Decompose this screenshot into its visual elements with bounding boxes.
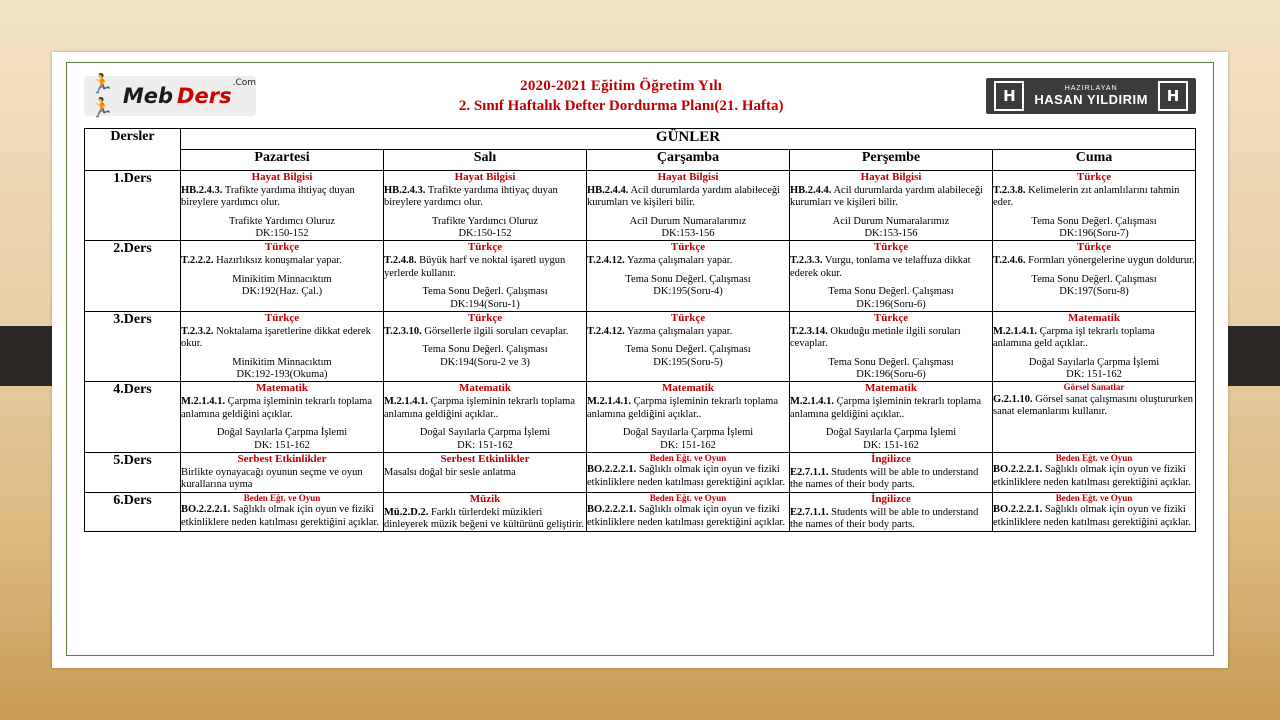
lesson-topic: Tema Sonu Değerl. Çalışması <box>1031 273 1157 285</box>
lesson-page-range: DK: 151-162 <box>457 439 513 451</box>
objective-text: Çarpma işleminin tekrarlı toplama anlamına geldiğini açıklar.. <box>790 396 982 420</box>
document-header <box>84 70 1196 122</box>
lesson-objective <box>384 185 586 210</box>
lesson-subject: Matematik <box>662 382 714 395</box>
objective-code: HB.2.4.3. <box>181 184 223 196</box>
lesson-subject: Beden Eğt. ve Oyun <box>649 452 727 463</box>
objective-code: M.2.1.4.1. <box>993 325 1038 337</box>
objective-code: T.2.4.12. <box>587 255 625 267</box>
lesson-cell <box>790 311 993 381</box>
lesson-objective <box>587 185 789 210</box>
objective-code: HB.2.4.3. <box>384 184 426 196</box>
lesson-cell <box>993 171 1196 241</box>
lesson-page-range: DK:192-193(Okuma) <box>236 369 328 381</box>
lesson-topic: Minikitim Minnacıktım <box>232 273 332 285</box>
objective-text: Masalsı doğal bir sesle anlatma <box>384 466 516 478</box>
page-subtitle: 2. Sınıf Haftalık Defter Dordurma Planı(21. Hafta) <box>458 97 784 114</box>
title-block <box>256 78 986 115</box>
lesson-topic: Trafikte Yardımcı Oluruz <box>431 215 539 227</box>
lesson-cell <box>181 452 384 492</box>
lesson-page-range: DK:195(Soru-4) <box>653 286 723 298</box>
lesson-page-range: DK:195(Soru-5) <box>653 356 723 368</box>
lesson-slot-label: 6.Ders <box>85 492 181 532</box>
objective-code: M.2.1.4.1. <box>790 396 835 408</box>
table-row <box>85 241 1196 311</box>
lesson-cell <box>384 171 587 241</box>
lesson-topic: Tema Sonu Değerl. Çalışması <box>422 344 548 356</box>
table-row <box>85 311 1196 381</box>
slide-canvas <box>52 52 1228 668</box>
header-day-friday: Cuma <box>993 150 1196 171</box>
objective-text: Çarpma işl tekrarlı toplama anlamına geld açıklar.. <box>993 325 1155 350</box>
objective-code: BO.2.2.2.1. <box>993 504 1043 516</box>
lesson-topic: Doğal Sayılarla Çarpma İşlemi <box>825 427 957 439</box>
objective-code: T.2.3.3. <box>790 255 823 267</box>
lesson-subject: Beden Eğt. ve Oyun <box>649 492 727 503</box>
lesson-cell <box>993 452 1196 492</box>
lesson-subject: Türkçe <box>873 241 909 254</box>
logo-meb-text: Meb <box>122 84 174 108</box>
lesson-objective <box>181 504 383 529</box>
objective-code: BO.2.2.2.1. <box>993 464 1043 476</box>
objective-code: T.2.3.14. <box>790 325 828 337</box>
objective-text: Birlikte oynayacağı oyunun seçme ve oyun kurallarına uyma <box>181 466 363 491</box>
lesson-page-range: DK:150-152 <box>255 228 309 240</box>
objective-code: T.2.4.12. <box>587 325 625 337</box>
lesson-cell <box>181 382 384 452</box>
lesson-objective <box>384 326 586 338</box>
lesson-objective <box>384 507 586 532</box>
lesson-objective <box>181 467 383 492</box>
objective-code: Mü.2.D.2. <box>384 506 429 518</box>
lesson-objective <box>993 326 1195 351</box>
lesson-page-range: DK:197(Soru-8) <box>1059 286 1129 298</box>
objective-text: Acil durumlarda yardım alabileceği kurumları ve kişileri bilir. <box>587 184 781 209</box>
lesson-objective <box>587 255 789 267</box>
lesson-page-range: DK:153-156 <box>661 228 715 240</box>
lesson-cell <box>384 382 587 452</box>
lesson-subject: Beden Eğt. ve Oyun <box>1055 452 1133 463</box>
objective-text: Sağlıklı olmak için oyun ve fiziki etkinliklere neden katılması gerektiğini açıklar. <box>587 464 785 488</box>
lesson-cell <box>790 241 993 311</box>
lesson-page-range: DK: 151-162 <box>863 439 919 451</box>
objective-code: M.2.1.4.1. <box>384 396 429 408</box>
lesson-subject: Türkçe <box>873 311 909 324</box>
lesson-objective <box>790 326 992 351</box>
objective-text: Çarpma işleminin tekrarlı toplama anlamına geldiğini açıklar.. <box>384 396 576 420</box>
lesson-cell <box>384 311 587 381</box>
table-row <box>85 452 1196 492</box>
objective-code: T.2.3.8. <box>993 184 1026 196</box>
objective-text: Çarpma işleminin tekrarlı toplama anlamına geldiğini açıklar. <box>181 396 373 420</box>
lesson-topic: Tema Sonu Değerl. Çalışması <box>625 273 751 285</box>
lesson-cell <box>384 492 587 532</box>
lesson-subject: Türkçe <box>264 311 300 324</box>
header-day-monday: Pazartesi <box>181 150 384 171</box>
lesson-topic: Doğal Sayılarla Çarpma İşlemi <box>1028 356 1160 368</box>
table-row <box>85 492 1196 532</box>
objective-text: Görsel sanat çalışmasını oluştururken sanat elemanlarını kullanır. <box>993 394 1194 418</box>
lesson-subject: İngilizce <box>871 452 911 465</box>
author-prepared-label: HAZIRLAYAN <box>1064 85 1118 92</box>
lesson-objective <box>993 504 1195 529</box>
lesson-objective <box>993 185 1195 210</box>
lesson-cell <box>587 382 790 452</box>
lesson-cell <box>587 452 790 492</box>
table-header-row-1 <box>85 129 1196 150</box>
lesson-subject: İngilizce <box>871 492 911 505</box>
objective-code: E2.7.1.1. <box>790 466 829 478</box>
lesson-cell <box>587 241 790 311</box>
lesson-objective <box>587 326 789 338</box>
objective-code: G.2.1.10. <box>993 394 1033 406</box>
lesson-subject: Hayat Bilgisi <box>454 171 516 183</box>
lesson-slot-label: 1.Ders <box>85 171 181 241</box>
lesson-objective <box>384 396 586 421</box>
objective-text: Trafikte yardıma ihtiyaç duyan bireylere yardımcı olur. <box>384 184 558 209</box>
objective-text: Farklı türlerdeki müzikleri dinleyerek müzik beğeni ve kültürünü geliştirir. <box>384 506 585 530</box>
lesson-slot-label: 4.Ders <box>85 382 181 452</box>
lesson-cell <box>181 171 384 241</box>
objective-code: BO.2.2.2.1. <box>587 504 637 516</box>
lesson-page-range: DK:194(Soru-1) <box>450 298 520 310</box>
table-header-row-2 <box>85 150 1196 171</box>
objective-code: T.2.2.2. <box>181 255 214 267</box>
objective-text: Büyük harf ve noktal işaretl uygun yerlerde kullanır. <box>384 255 566 279</box>
objective-text: Sağlıklı olmak için oyun ve fiziki etkinliklere neden katılması gerektiğini açıklar. <box>993 504 1191 528</box>
lesson-page-range: DK:196(Soru-6) <box>856 298 926 310</box>
lesson-objective <box>181 326 383 351</box>
lesson-cell <box>790 452 993 492</box>
objective-code: T.2.4.8. <box>384 255 417 267</box>
lesson-topic: Trafikte Yardımcı Oluruz <box>228 215 336 227</box>
objective-text: Görsellerle ilgili soruları cevaplar. <box>424 325 569 337</box>
lesson-objective <box>587 396 789 421</box>
lesson-topic: Tema Sonu Değerl. Çalışması <box>828 286 954 298</box>
lesson-cell <box>993 241 1196 311</box>
lesson-cell <box>587 311 790 381</box>
lesson-subject: Türkçe <box>670 241 706 254</box>
objective-code: E2.7.1.1. <box>790 506 829 518</box>
objective-code: M.2.1.4.1. <box>181 396 226 408</box>
right-dark-band <box>1228 326 1280 386</box>
table-body <box>85 171 1196 532</box>
lesson-subject: Türkçe <box>1076 241 1112 254</box>
lesson-topic: Tema Sonu Değerl. Çalışması <box>625 344 751 356</box>
objective-text: Acil durumlarda yardım alabileceği kurumları ve kişileri bilir. <box>790 184 984 209</box>
objective-code: T.2.4.6. <box>993 255 1026 267</box>
lesson-subject: Hayat Bilgisi <box>251 171 313 183</box>
lesson-objective <box>181 255 383 267</box>
lesson-cell <box>181 241 384 311</box>
header-day-wednesday: Çarşamba <box>587 150 790 171</box>
objective-code: HB.2.4.4. <box>790 184 832 196</box>
lesson-page-range: DK:194(Soru-2 ve 3) <box>440 356 530 368</box>
lesson-page-range: DK: 151-162 <box>1066 369 1122 381</box>
lesson-cell <box>993 311 1196 381</box>
objective-text: Sağlıklı olmak için oyun ve fiziki etkinliklere neden katılması gerektiğini açıklar. <box>993 464 1191 488</box>
objective-text: Trafikte yardıma ihtiyaç duyan bireylere yardımcı olur. <box>181 184 355 209</box>
logo-com-text: .Com <box>232 78 256 88</box>
author-mark-right-icon: H <box>1158 81 1188 111</box>
lesson-topic: Doğal Sayılarla Çarpma İşlemi <box>622 427 754 439</box>
lesson-topic: Acil Durum Numaralarımız <box>832 215 950 227</box>
lesson-objective <box>384 255 586 280</box>
lesson-subject: Türkçe <box>467 311 503 324</box>
lesson-page-range: DK:153-156 <box>864 228 918 240</box>
lesson-subject: Beden Eğt. ve Oyun <box>1055 492 1133 503</box>
lesson-subject: Türkçe <box>264 241 300 254</box>
objective-text: Vurgu, tonlama ve telaffuza dikkat ederek okur. <box>790 255 971 279</box>
objective-text: Formları yönergelerine uygun doldurur. <box>1028 255 1195 267</box>
lesson-slot-label: 5.Ders <box>85 452 181 492</box>
objective-text: Noktalama işaretlerine dikkat ederek okur. <box>181 325 371 350</box>
left-dark-band <box>0 326 52 386</box>
lesson-subject: Beden Eğt. ve Oyun <box>243 492 321 503</box>
lesson-topic: Acil Durum Numaralarımız <box>629 215 747 227</box>
author-mark-left-icon: H <box>994 81 1024 111</box>
lesson-subject: Matematik <box>459 382 511 395</box>
lesson-subject: Serbest Etkinlikler <box>237 452 327 465</box>
lesson-cell <box>384 241 587 311</box>
lesson-cell <box>790 382 993 452</box>
lesson-page-range: DK:196(Soru-7) <box>1059 228 1129 240</box>
logo-ders-text: Ders <box>177 84 232 108</box>
objective-text: Kelimelerin zıt anlamlılarını tahmin eder. <box>993 184 1180 209</box>
objective-text: Students will be able to understand the names of their body parts. <box>790 506 979 530</box>
lesson-objective <box>993 394 1195 419</box>
lesson-subject: Hayat Bilgisi <box>657 171 719 183</box>
lesson-cell <box>993 492 1196 532</box>
lesson-cell <box>587 492 790 532</box>
objective-text: Yazma çalışmaları yapar. <box>626 255 733 267</box>
lesson-topic: Minikitim Minnacıktım <box>232 356 332 368</box>
header-day-thursday: Perşembe <box>790 150 993 171</box>
lesson-objective <box>384 467 586 479</box>
author-name: HASAN YILDIRIM <box>1034 91 1148 107</box>
lesson-subject: Matematik <box>256 382 308 395</box>
page-title: 2020-2021 Eğitim Öğretim Yılı <box>520 77 723 94</box>
lesson-objective <box>790 507 992 532</box>
lesson-topic: Tema Sonu Değerl. Çalışması <box>1031 215 1157 227</box>
lesson-topic: Doğal Sayılarla Çarpma İşlemi <box>216 427 348 439</box>
lesson-cell <box>790 492 993 532</box>
lesson-objective <box>587 464 789 489</box>
lesson-cell <box>790 171 993 241</box>
table-row <box>85 171 1196 241</box>
header-dersler: Dersler <box>85 129 181 171</box>
lesson-topic: Tema Sonu Değerl. Çalışması <box>422 286 548 298</box>
lesson-objective <box>993 255 1195 267</box>
lesson-subject: Görsel Sanatlar <box>1063 382 1125 393</box>
lesson-slot-label: 3.Ders <box>85 311 181 381</box>
objective-text: Sağlıklı olmak için oyun ve fiziki etkinliklere neden katılması gerektiğini açıklar. <box>181 504 379 528</box>
objective-text: Yazma çalışmaları yapar. <box>626 325 733 337</box>
weekly-plan-table <box>84 128 1196 532</box>
lesson-subject: Matematik <box>1068 311 1120 324</box>
lesson-subject: Serbest Etkinlikler <box>440 452 530 465</box>
lesson-topic: Doğal Sayılarla Çarpma İşlemi <box>419 427 551 439</box>
lesson-subject: Hayat Bilgisi <box>860 171 922 183</box>
lesson-objective <box>993 464 1195 489</box>
lesson-objective <box>181 396 383 421</box>
lesson-objective <box>587 504 789 529</box>
objective-text: Çarpma işleminin tekrarlı toplama anlamına geldiğini açıklar.. <box>587 396 779 420</box>
lesson-cell <box>384 452 587 492</box>
author-badge <box>986 78 1196 114</box>
objective-code: HB.2.4.4. <box>587 184 629 196</box>
lesson-page-range: DK:196(Soru-6) <box>856 369 926 381</box>
lesson-topic: Tema Sonu Değerl. Çalışması <box>828 356 954 368</box>
author-names <box>1034 85 1148 107</box>
header-gunler: GÜNLER <box>181 129 1196 150</box>
lesson-objective <box>790 396 992 421</box>
lesson-cell <box>993 382 1196 452</box>
objective-text: Students will be able to understand the names of their body parts. <box>790 466 979 491</box>
lesson-subject: Türkçe <box>670 311 706 324</box>
lesson-cell <box>587 171 790 241</box>
table-row <box>85 382 1196 452</box>
lesson-objective <box>181 185 383 210</box>
objective-code: T.2.3.10. <box>384 325 422 337</box>
runners-icon: 🏃🏃 <box>90 74 112 119</box>
header-day-tuesday: Salı <box>384 150 587 171</box>
objective-text: Sağlıklı olmak için oyun ve fiziki etkinliklere neden katılması gerektiğini açıklar. <box>587 504 785 528</box>
lesson-objective <box>790 467 992 492</box>
mebders-logo <box>84 74 256 119</box>
objective-code: M.2.1.4.1. <box>587 396 632 408</box>
objective-text: Hazırlıksız konuşmalar yapar. <box>216 255 342 267</box>
objective-code: T.2.3.2. <box>181 325 214 337</box>
lesson-page-range: DK:150-152 <box>458 228 512 240</box>
lesson-page-range: DK:192(Haz. Çal.) <box>241 286 323 298</box>
lesson-page-range: DK: 151-162 <box>660 439 716 451</box>
lesson-subject: Türkçe <box>1076 171 1112 183</box>
lesson-subject: Müzik <box>469 492 501 505</box>
lesson-cell <box>181 311 384 381</box>
objective-code: BO.2.2.2.1. <box>587 464 637 476</box>
lesson-subject: Türkçe <box>467 241 503 254</box>
lesson-objective <box>790 255 992 280</box>
lesson-objective <box>790 185 992 210</box>
lesson-cell <box>181 492 384 532</box>
lesson-subject: Matematik <box>865 382 917 395</box>
objective-code: BO.2.2.2.1. <box>181 504 231 516</box>
objective-text: Okuduğu metinle ilgili soruları cevaplar. <box>790 325 961 350</box>
lesson-page-range: DK: 151-162 <box>254 439 310 451</box>
lesson-slot-label: 2.Ders <box>85 241 181 311</box>
